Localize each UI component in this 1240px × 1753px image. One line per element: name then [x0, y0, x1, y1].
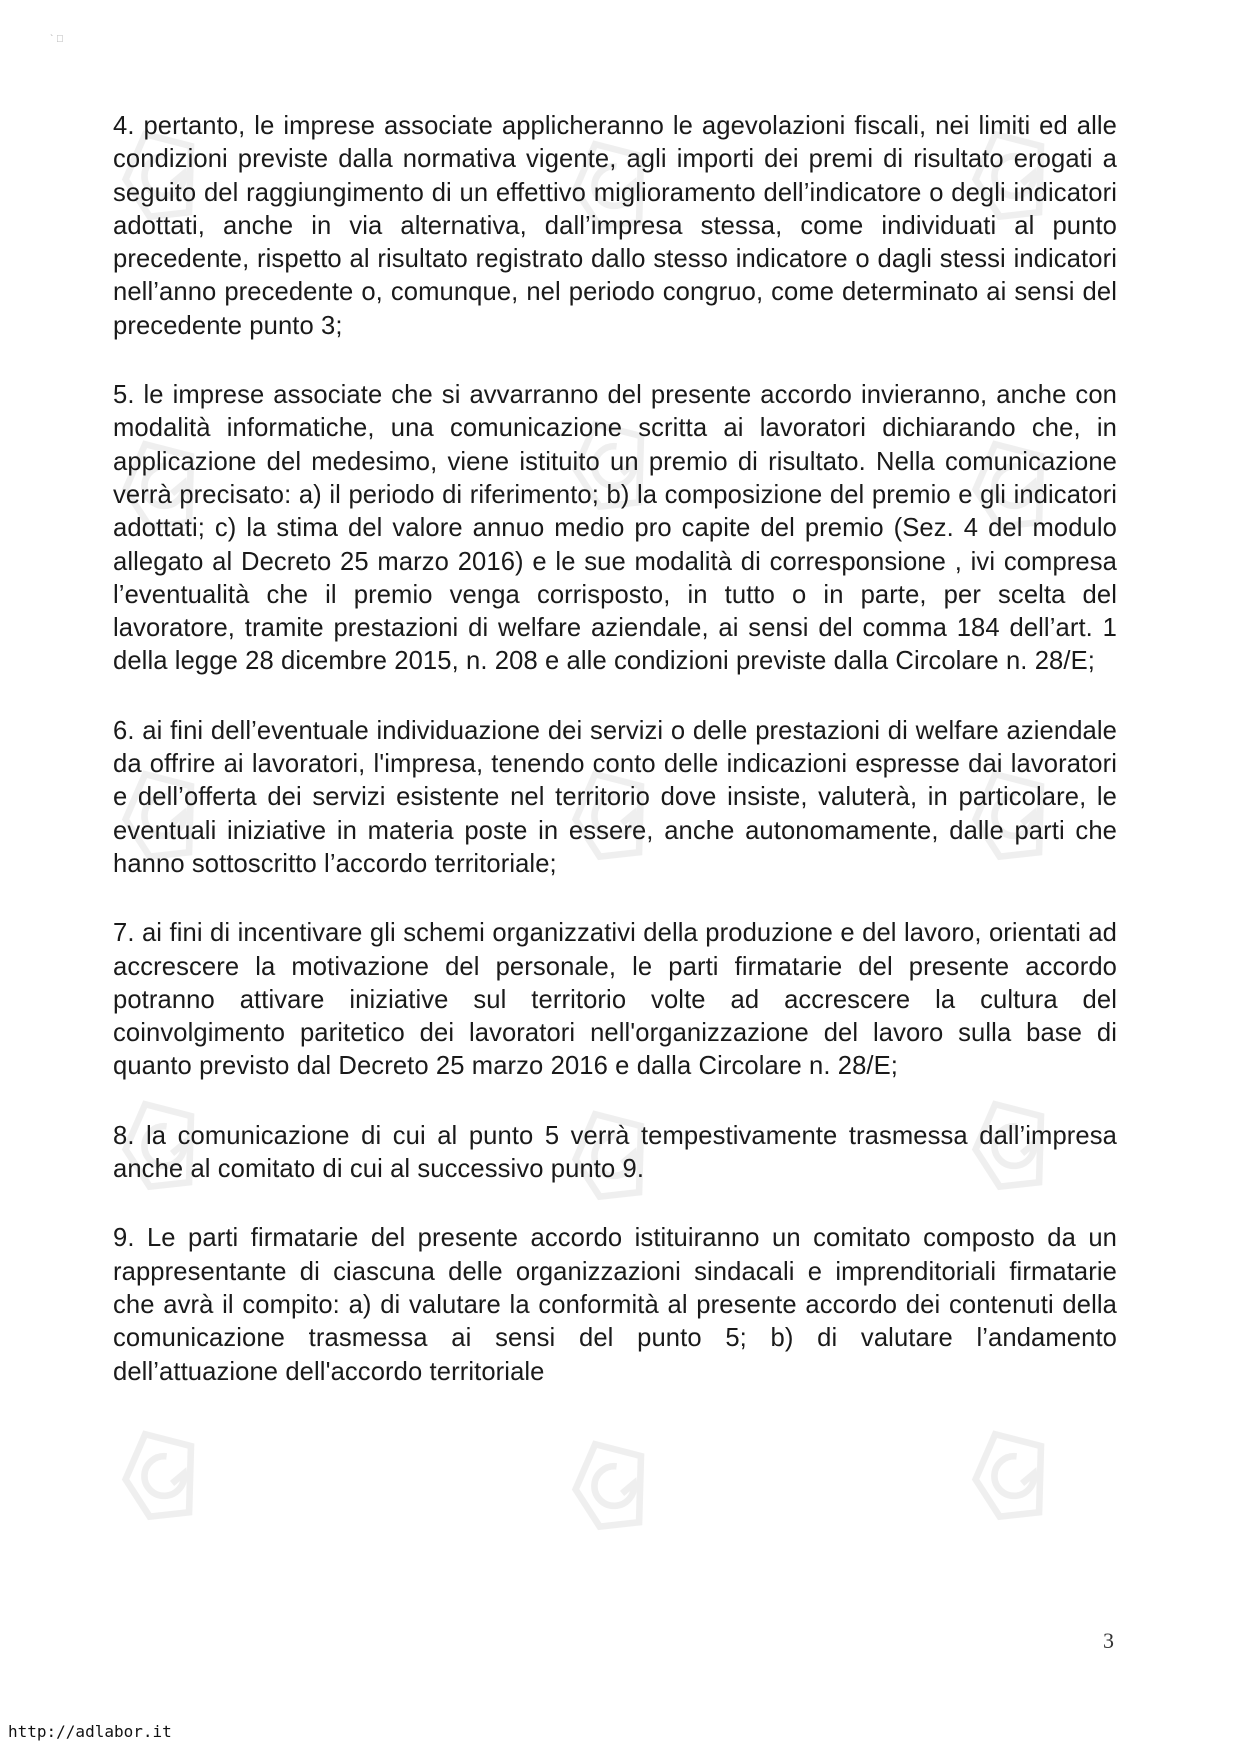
stamp-logo-icon	[960, 1420, 1070, 1530]
page-number: 3	[1103, 1628, 1114, 1653]
paragraph-8: 8. la comunicazione di cui al punto 5 verrà tempestivamente trasmessa dall’impresa anche al comitato di cui al successivo punto 9.	[113, 1121, 1117, 1184]
footer-url-link[interactable]: http://adlabor.it	[8, 1722, 172, 1741]
paragraph-6: 6. ai fini dell’eventuale individuazione dei servizi o delle prestazioni di welfare aziendale da offrire ai lavoratori, l'impresa, tenendo conto delle indicazioni espresse dai lavoratori e dell’offerta dei servizi esistente nel territorio dove insiste, valuterà, in particolare, le eventuali iniziative in materia poste in essere, anche autonomamente, dalle parti che hanno sottoscritto l’accordo territoriale;	[113, 716, 1117, 878]
scan-artifact: ` ﾞ	[50, 34, 64, 45]
paragraph-4: 4. pertanto, le imprese associate applicheranno le agevolazioni fiscali, nei limiti ed alle condizioni previste dalla normativa vigente, agli importi dei premi di risultato erogati a seguito del raggiungimento di un effettivo miglioramento dell’indicatore o degli indicatori adottati, anche in via alternativa, dall’impresa stessa, come individuati al punto precedente, rispetto al risultato registrato dallo stesso indicatore o dagli stessi indicatori nell’anno precedente o, comunque, nel periodo congruo, come determinato ai sensi del precedente punto 3;	[113, 112, 1117, 340]
paragraph-9: 9. Le parti firmatarie del presente accordo istituiranno un comitato composto da un rappresentante di ciascuna delle organizzazioni sindacali e imprenditoriali firmatarie che avrà il compito: a) di valutare la conformità al presente accordo dei contenuti della comunicazione trasmessa ai sensi del punto 5; b) di valutare l’andamento dell’attuazione dell'accordo territoriale	[113, 1224, 1117, 1386]
paragraph-5: 5. le imprese associate che si avvarranno del presente accordo invieranno, anche con modalità informatiche, una comunicazione scritta ai lavoratori dichiarando che, in applicazione del medesimo, viene istituito un premio di risultato. Nella comunicazione verrà precisato: a) il periodo di riferimento; b) la composizione del premio e gli indicatori adottati; c) la stima del valore annuo medio pro capite del premio (Sez. 4 del modulo allegato al Decreto 25 marzo 2016) e le sue modalità di corresponsione , ivi compresa l’eventualità che il premio venga corrisposto, in tutto o in parte, per scelta del lavoratore, tramite prestazioni di welfare aziendale, ai sensi del comma 184 dell’art. 1 della legge 28 dicembre 2015, n. 208 e alle condizioni previste dalla Circolare n. 28/E;	[113, 381, 1117, 676]
document-body	[113, 110, 1117, 1429]
stamp-logo-icon	[560, 1430, 670, 1540]
paragraph-7: 7. ai fini di incentivare gli schemi organizzativi della produzione e del lavoro, orientati ad accrescere la motivazione del personale, le parti firmatarie del presente accordo potranno attivare iniziative sul territorio volte ad accrescere la cultura del coinvolgimento paritetico dei lavoratori nell'organizzazione del lavoro sulla base di quanto previsto dal Decreto 25 marzo 2016 e dalla Circolare n. 28/E;	[113, 919, 1117, 1081]
stamp-logo-icon	[110, 1420, 220, 1530]
